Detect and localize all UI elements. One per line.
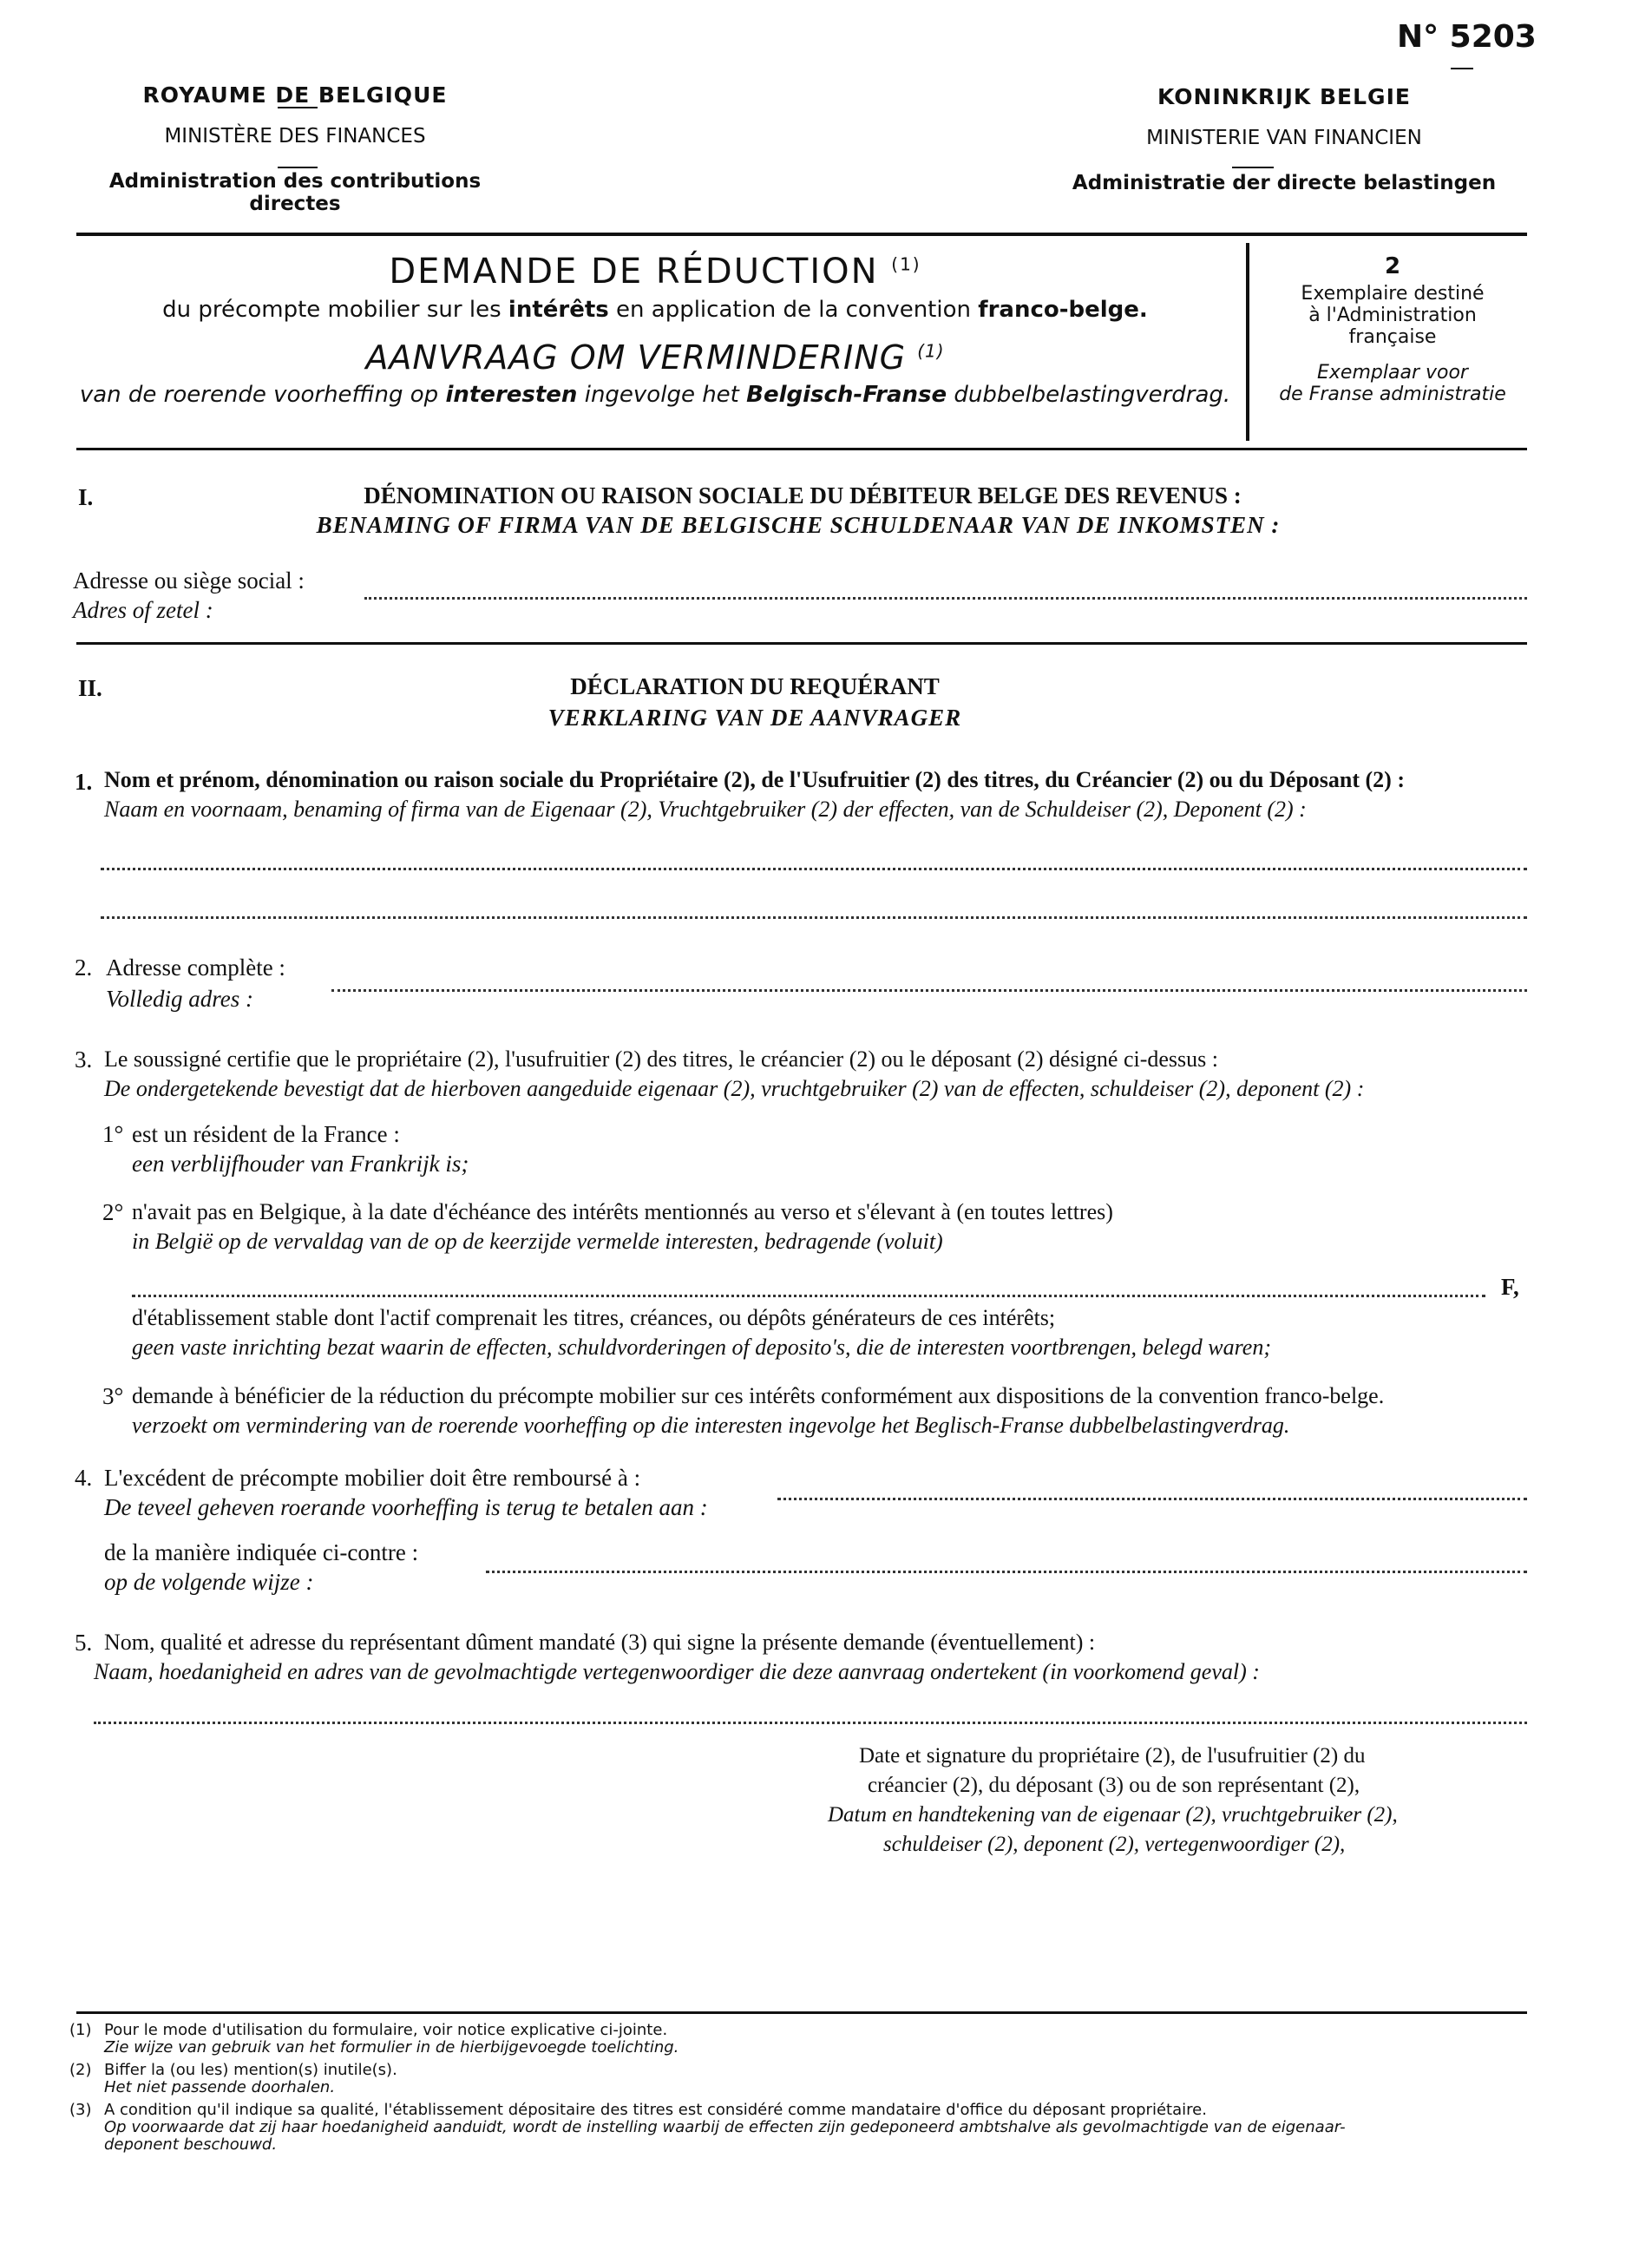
item4-nl: De teveel geheven roerande voorheffing is terug te betalen aan : [104, 1494, 708, 1520]
sub1-nl: een verblijfhouder van Frankrijk is; [132, 1151, 469, 1177]
item1-fr: Nom et prénom, dénomination ou raison sociale du Propriétaire (2), de l'Usufruitier (2) des titres, du Créancier (2) ou du Déposant (2) : [104, 767, 1405, 792]
underline-de [278, 107, 318, 108]
footnote-2-num: (2) [69, 2061, 92, 2079]
title-fr-text: DEMANDE DE RÉDUCTION [389, 252, 879, 292]
title-nl-text: AANVRAAG OM VERMINDERING [365, 338, 907, 377]
kingdom-fr: ROYAUME DE BELGIQUE [142, 82, 448, 108]
subtitle-nl-bold2: Belgisch-Franse [746, 382, 947, 408]
item3-fr: Le soussigné certifie que le propriétaire (2), l'usufruitier (2) des titres, le créancier (2) ou le déposant (2) désigné ci-dessus : [104, 1046, 1218, 1072]
item2-fr: Adresse complète : [106, 954, 285, 981]
underline-des [278, 167, 318, 168]
title-fr [78, 252, 1232, 292]
sub2-currency: F, [1501, 1274, 1519, 1300]
footnote-rule [76, 2011, 1527, 2014]
copy-number: 2 [1384, 253, 1401, 279]
item5-number: 5. [75, 1630, 93, 1656]
subtitle-nl-pre: van de roerende voorheffing op [79, 382, 439, 408]
item1-field-1[interactable] [101, 868, 1527, 870]
item1-nl: Naam en voornaam, benaming of firma van de Eigenaar (2), Vruchtgebruiker (2) der effecten, van de Schuldeiser (2), Deponent (2) : [104, 797, 1307, 822]
subtitle-fr-mid: en application de la convention [616, 297, 971, 323]
item1-field-2[interactable] [101, 916, 1527, 919]
administration-fr: Administration des contributions directes [108, 170, 482, 215]
header-nl [1067, 84, 1501, 194]
sub3-nl: verzoekt om vermindering van de roerende voorheffing op die interesten ingevolge het Beglisch-Franse dubbelbelastingverdrag. [132, 1413, 1290, 1438]
item2-nl: Volledig adres : [106, 986, 253, 1012]
sub2-nl: in België op de vervaldag van de op de keerzijde vermelde interesten, bedragende (voluit) [132, 1229, 943, 1254]
section2-heading-fr: DÉCLARATION DU REQUÉRANT [570, 673, 940, 699]
sub3-fr: demande à bénéficier de la réduction du précompte mobilier sur ces intérêts conformément aux dispositions de la convention franco-belge. [132, 1383, 1385, 1408]
footnote-2-nl: Het niet passende doorhalen. [104, 2078, 336, 2096]
header-fr [78, 82, 512, 215]
title-block [78, 252, 1232, 408]
section1-heading-fr: DÉNOMINATION OU RAISON SOCIALE DU DÉBITEUR BELGE DES REVENUS : [364, 482, 1242, 508]
copy-box [1262, 253, 1523, 405]
address-field[interactable] [364, 597, 1527, 600]
sub1-number: 1° [102, 1121, 124, 1147]
ministry-fr: MINISTÈRE DES FINANCES [164, 125, 426, 148]
footnote-3-num: (3) [69, 2101, 92, 2119]
footnote-3 [69, 2102, 1562, 2154]
subtitle-nl-mid: ingevolge het [584, 382, 739, 408]
sub2-number: 2° [102, 1199, 124, 1225]
sub1-fr: est un résident de la France : [132, 1121, 400, 1147]
item2-address-field[interactable] [331, 989, 1527, 992]
footnote-3-fr: A condition qu'il indique sa qualité, l'établissement dépositaire des titres est considéré comme mandataire d'office du déposant propriétaire. [104, 2101, 1207, 2119]
item4-method-field[interactable] [486, 1571, 1527, 1573]
subtitle-fr [78, 297, 1232, 323]
sub3-number: 3° [102, 1383, 124, 1409]
form-number-underline [1451, 68, 1473, 69]
footnote-1-fr: Pour le mode d'utilisation du formulaire, voir notice explicative ci-jointe. [104, 2021, 668, 2039]
copy-nl-line1: Exemplaar voor [1317, 362, 1468, 384]
title-separator [1246, 243, 1249, 441]
subtitle-fr-pre: du précompte mobilier sur les [162, 297, 502, 323]
subtitle-fr-bold2: franco-belge. [978, 297, 1148, 323]
copy-fr-line3: française [1348, 326, 1437, 348]
signature-nl-line2: schuldeiser (2), deponent (2), vertegenwoordiger (2), [883, 1833, 1346, 1856]
item3-nl: De ondergetekende bevestigt dat de hierboven aangeduide eigenaar (2), vruchtgebruiker (2) van de effecten, schuldeiser (2), deponent (2) : [104, 1076, 1365, 1101]
subtitle-nl-post: dubbelbelastingverdrag. [954, 382, 1231, 408]
signature-fr-line2: créancier (2), du déposant (3) ou de son représentant (2), [868, 1774, 1360, 1797]
section1-address-fr: Adresse ou siège social : [73, 567, 305, 594]
administration-nl: Administratie der directe belastingen [1072, 172, 1497, 194]
footnote-1 [69, 2022, 1562, 2056]
footnote-3-nl2: deponent beschouwd. [104, 2135, 278, 2154]
underline-van [1232, 167, 1274, 168]
signature-nl-line1: Datum en handtekening van de eigenaar (2), vruchtgebruiker (2), [828, 1803, 1398, 1827]
ministry-nl: MINISTERIE VAN FINANCIEN [1146, 127, 1422, 149]
section1-rule [76, 642, 1527, 645]
copy-fr-line2: à l'Administration [1308, 305, 1477, 326]
subtitle-nl [78, 382, 1232, 408]
item2-number: 2. [75, 954, 93, 981]
footnote-2 [69, 2062, 1562, 2096]
footnote-1-num: (1) [69, 2021, 92, 2039]
section2-numeral: II. [78, 675, 102, 701]
section1-numeral: I. [78, 484, 94, 510]
section2-heading-nl: VERKLARING VAN DE AANVRAGER [547, 705, 962, 731]
title-nl-note: (1) [917, 340, 945, 362]
section1-heading-nl: BENAMING OF FIRMA VAN DE BELGISCHE SCHULDENAAR VAN DE INKOMSTEN : [316, 512, 1281, 538]
sub2-nl-cont: geen vaste inrichting bezat waarin de effecten, schuldvorderingen of deposito's, die de interesten voortbrengen, belegd waren; [132, 1335, 1271, 1360]
item3-number: 3. [75, 1046, 93, 1073]
item4-number: 4. [75, 1465, 93, 1491]
sub2-fr-cont: d'établissement stable dont l'actif comprenait les titres, créances, ou dépôts générateurs de ces intérêts; [132, 1305, 1056, 1330]
item5-representative-field[interactable] [94, 1722, 1527, 1724]
sub2-fr: n'avait pas en Belgique, à la date d'échéance des intérêts mentionnés au verso et s'élevant à (en toutes lettres) [132, 1199, 1113, 1224]
copy-nl-line2: de Franse administratie [1279, 384, 1506, 405]
item1-number: 1. [75, 769, 93, 795]
item4-payee-field[interactable] [777, 1498, 1527, 1500]
copy-fr-line1: Exemplaire destiné [1301, 283, 1485, 305]
item5-fr: Nom, qualité et adresse du représentant dûment mandaté (3) qui signe la présente demande (éventuellement) : [104, 1630, 1096, 1655]
footnote-2-fr: Biffer la (ou les) mention(s) inutile(s). [104, 2061, 397, 2079]
footnotes [69, 2022, 1562, 2154]
section1-address-nl: Adres of zetel : [73, 597, 213, 623]
form-number: N° 5203 [1397, 19, 1537, 55]
sub2-amount-field[interactable] [132, 1295, 1485, 1297]
item5-nl: Naam, hoedanigheid en adres van de gevolmachtigde vertegenwoordiger die deze aanvraag ondertekent (in voorkomend geval) : [94, 1659, 1260, 1684]
title-fr-note: (1) [891, 253, 921, 275]
footnote-1-nl: Zie wijze van gebruik van het formulier in de hierbijgevoegde toelichting. [104, 2038, 679, 2056]
item4-nl2: op de volgende wijze : [104, 1569, 314, 1595]
signature-fr-line1: Date et signature du propriétaire (2), de l'usufruitier (2) du [859, 1744, 1366, 1768]
item4-fr2: de la manière indiquée ci-contre : [104, 1539, 419, 1565]
title-rule [76, 448, 1527, 450]
kingdom-nl: KONINKRIJK BELGIE [1157, 84, 1411, 109]
item4-fr: L'excédent de précompte mobilier doit être remboursé à : [104, 1465, 641, 1491]
subtitle-nl-bold1: interesten [445, 382, 578, 408]
top-rule [76, 233, 1527, 236]
subtitle-fr-bold1: intérêts [508, 297, 609, 323]
title-nl [78, 338, 1232, 377]
footnote-3-nl: Op voorwaarde dat zij haar hoedanigheid aanduidt, wordt de instelling waarbij de effecten zijn gedeponeerd ambtshalve als gevolmachtigde van de eigenaar- [104, 2118, 1346, 2136]
